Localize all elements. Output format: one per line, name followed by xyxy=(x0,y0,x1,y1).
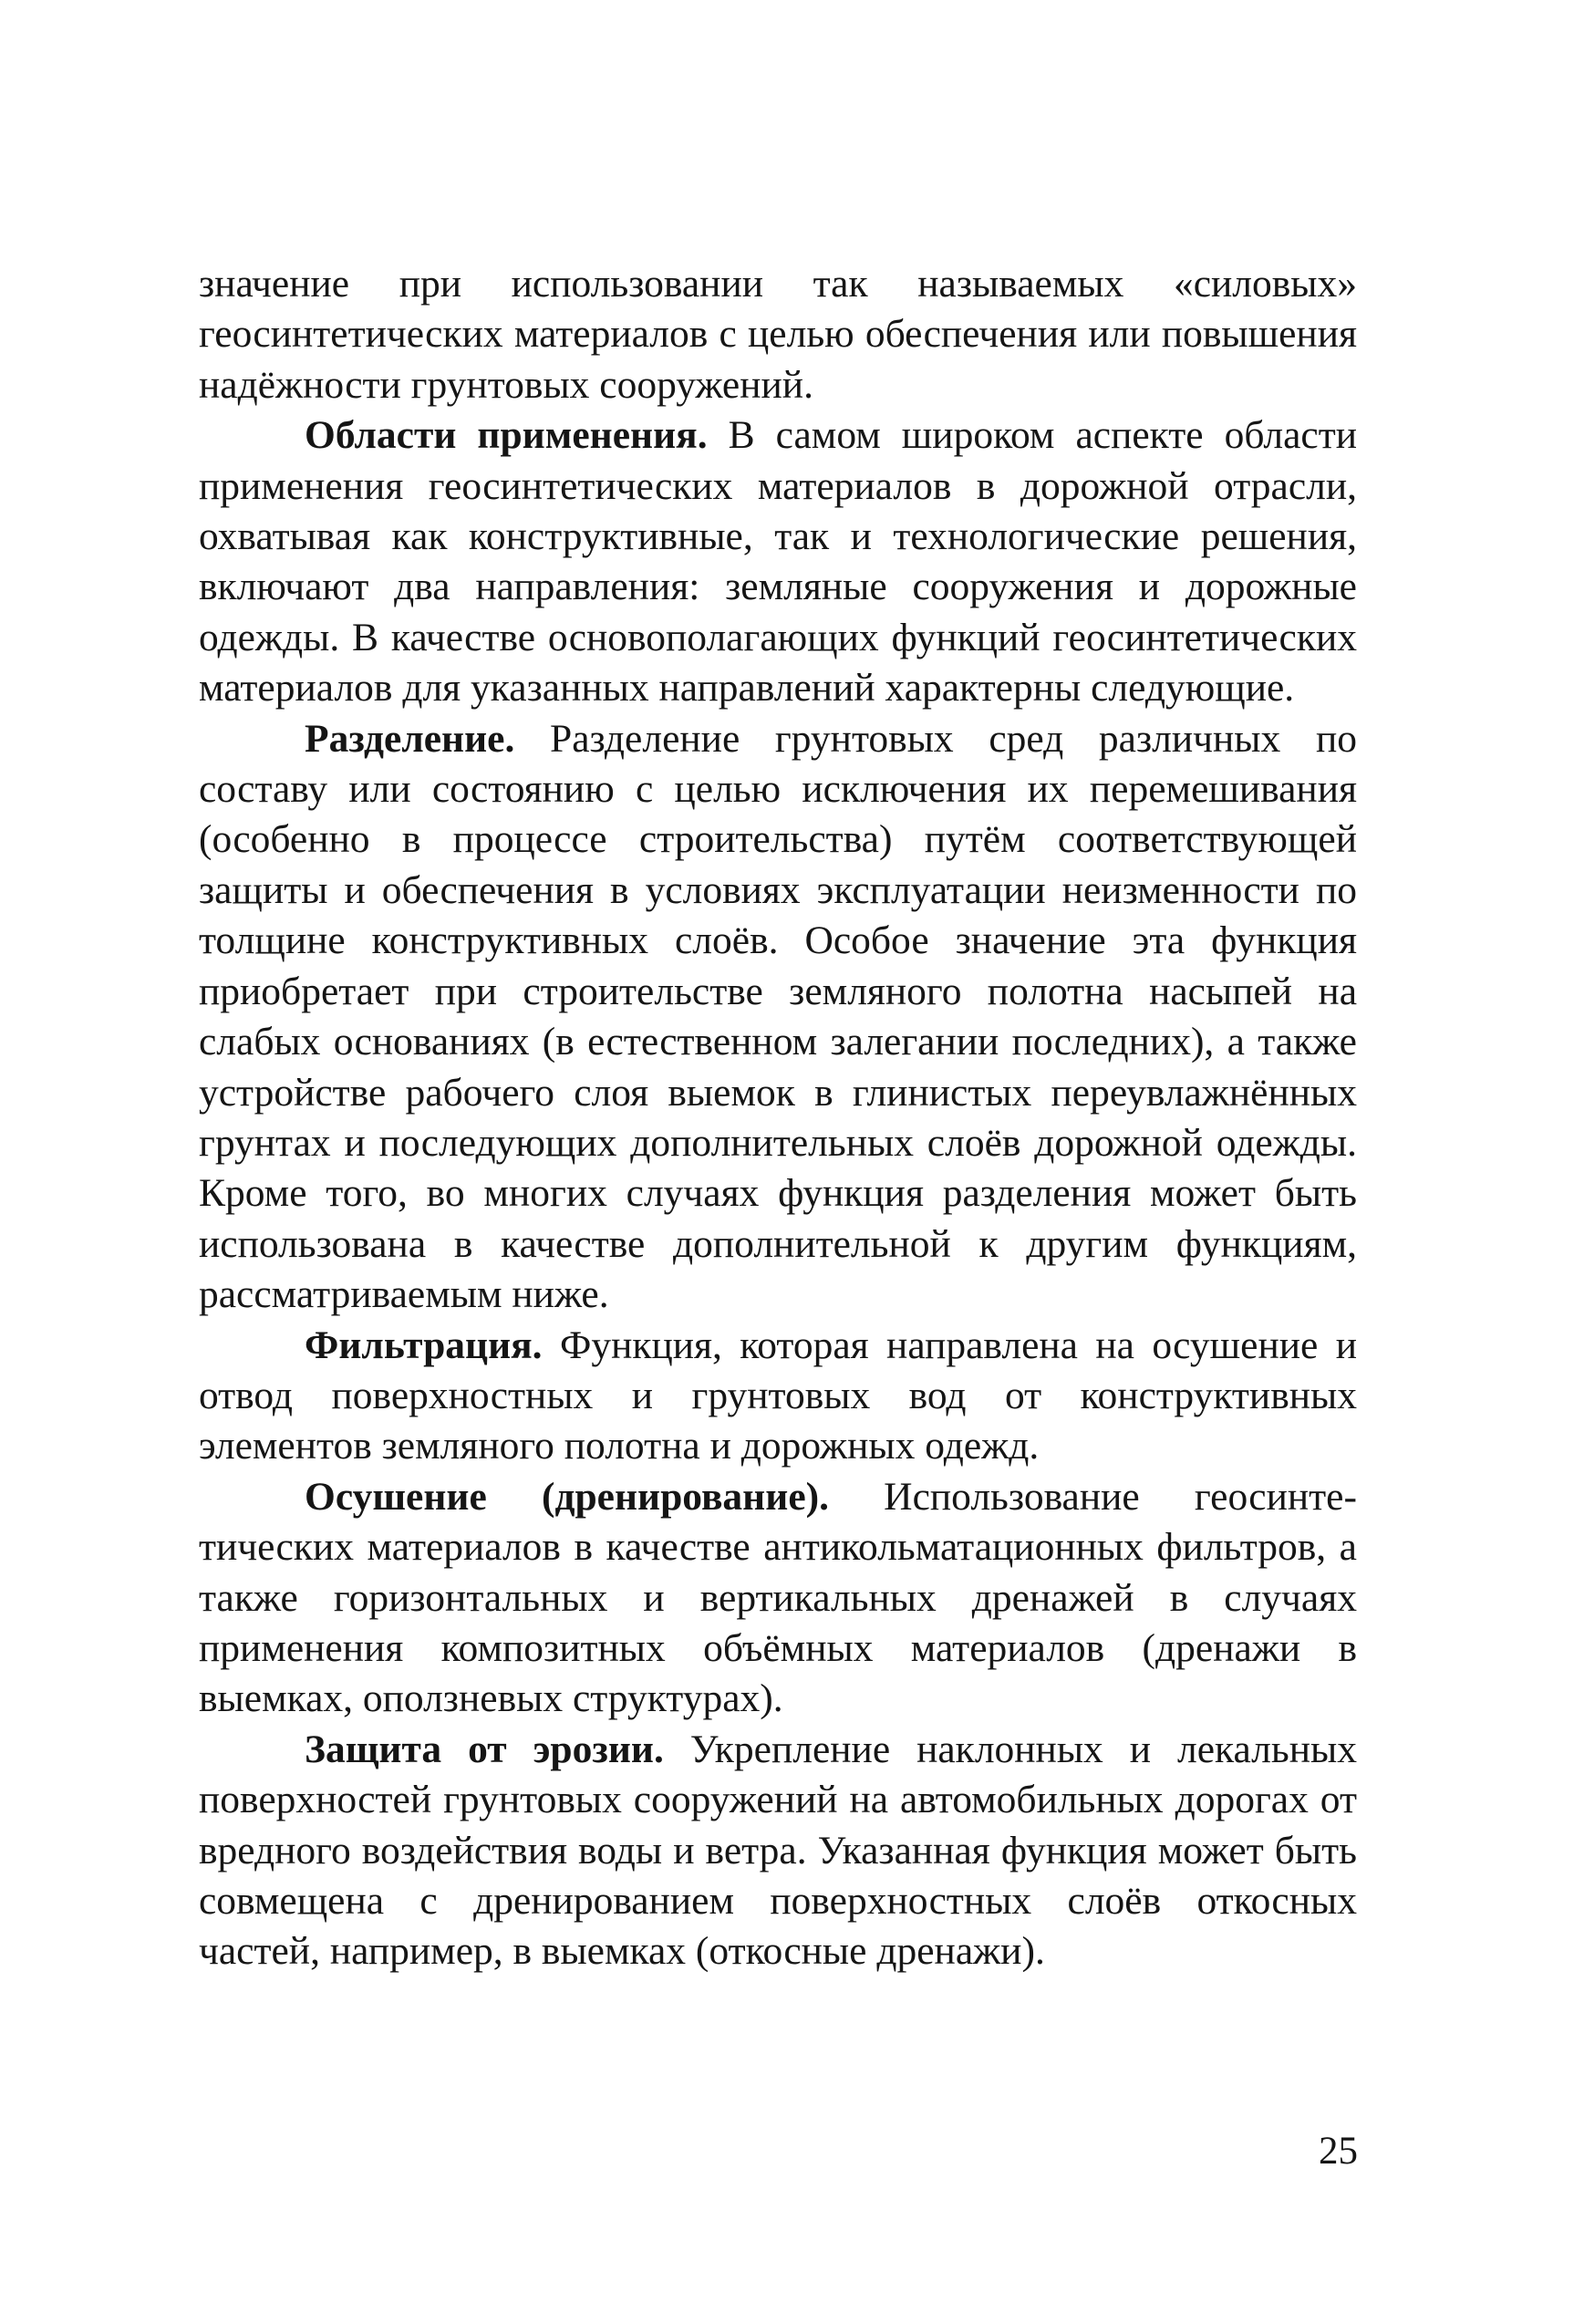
paragraph-text: Использование геосинтетических материалов в качестве антикольматационных фильтров, а также горизонтальных и вертикальных дренажей в случаях применения композитных объёмных материалов (дренажи в выемках, оползневых структурах). xyxy=(199,1474,1357,1721)
paragraph-heading: Фильтрация. xyxy=(305,1323,543,1367)
page-number: 25 xyxy=(1319,2130,1358,2173)
paragraph-drainage xyxy=(199,1472,1357,1725)
paragraph-text: Укрепление наклонных и лекальных поверхностей грунтовых сооружений на автомобильных дорогах от вредного воздействия воды и ветра. Указанная функция может быть совмещена с дренированием поверхностных слоёв откосных частей, например, в выемках (откосные дренажи). xyxy=(199,1727,1357,1974)
paragraph-erosion-protection xyxy=(199,1725,1357,1977)
paragraph-text: В самом широком аспекте области применения геосинтетических материалов в дорожной отрасли, охватывая как конструктивные, так и технологические решения, включают два направления: земляные сооружения и дорожные одежды. В качестве основополагающих функций геосинтетических материалов для указанных направлений характерны следующие. xyxy=(199,413,1357,711)
paragraph-heading: Защита от эрозии. xyxy=(305,1727,664,1771)
paragraph-heading: Разделение. xyxy=(305,716,515,761)
paragraph-text: Разделение грунтовых сред различных по составу или состоянию с целью исключения их перемешивания (особенно в процессе строительства) путём соответствующей защиты и обеспечения в условиях эксплуатации неизменности по толщине конструктивных слоёв. Особое значение эта функция приобретает при строительстве земляного полотна насыпей на слабых основаниях (в естественном залегании последних), а также устройстве рабочего слоя выемок в глинистых переувлажнённых грунтах и последующих дополнительных слоёв дорожной одежды. Кроме того, во многих случаях функция разделения может быть использована в качестве дополнительной к другим функциям, рассматриваемым ниже. xyxy=(199,716,1357,1317)
paragraph-text: значение при использовании так называемых «силовых» геосинтетических материалов с целью обеспечения или повышения надёжности грунтовых сооружений. xyxy=(199,262,1357,407)
paragraph-heading: Осушение (дренирование). xyxy=(305,1474,829,1519)
paragraph-separation xyxy=(199,714,1357,1321)
paragraph-heading: Области применения. xyxy=(305,413,708,458)
paragraph-text: Функция, которая направлена на осушение и отвод поверхностных и грунтовых вод от конструктивных элементов земляного полотна и дорожных одежд. xyxy=(199,1323,1357,1468)
body-text xyxy=(199,259,1357,1977)
paragraph-continuation xyxy=(199,259,1357,410)
paragraph-areas-of-application xyxy=(199,410,1357,713)
paragraph-filtration xyxy=(199,1321,1357,1472)
